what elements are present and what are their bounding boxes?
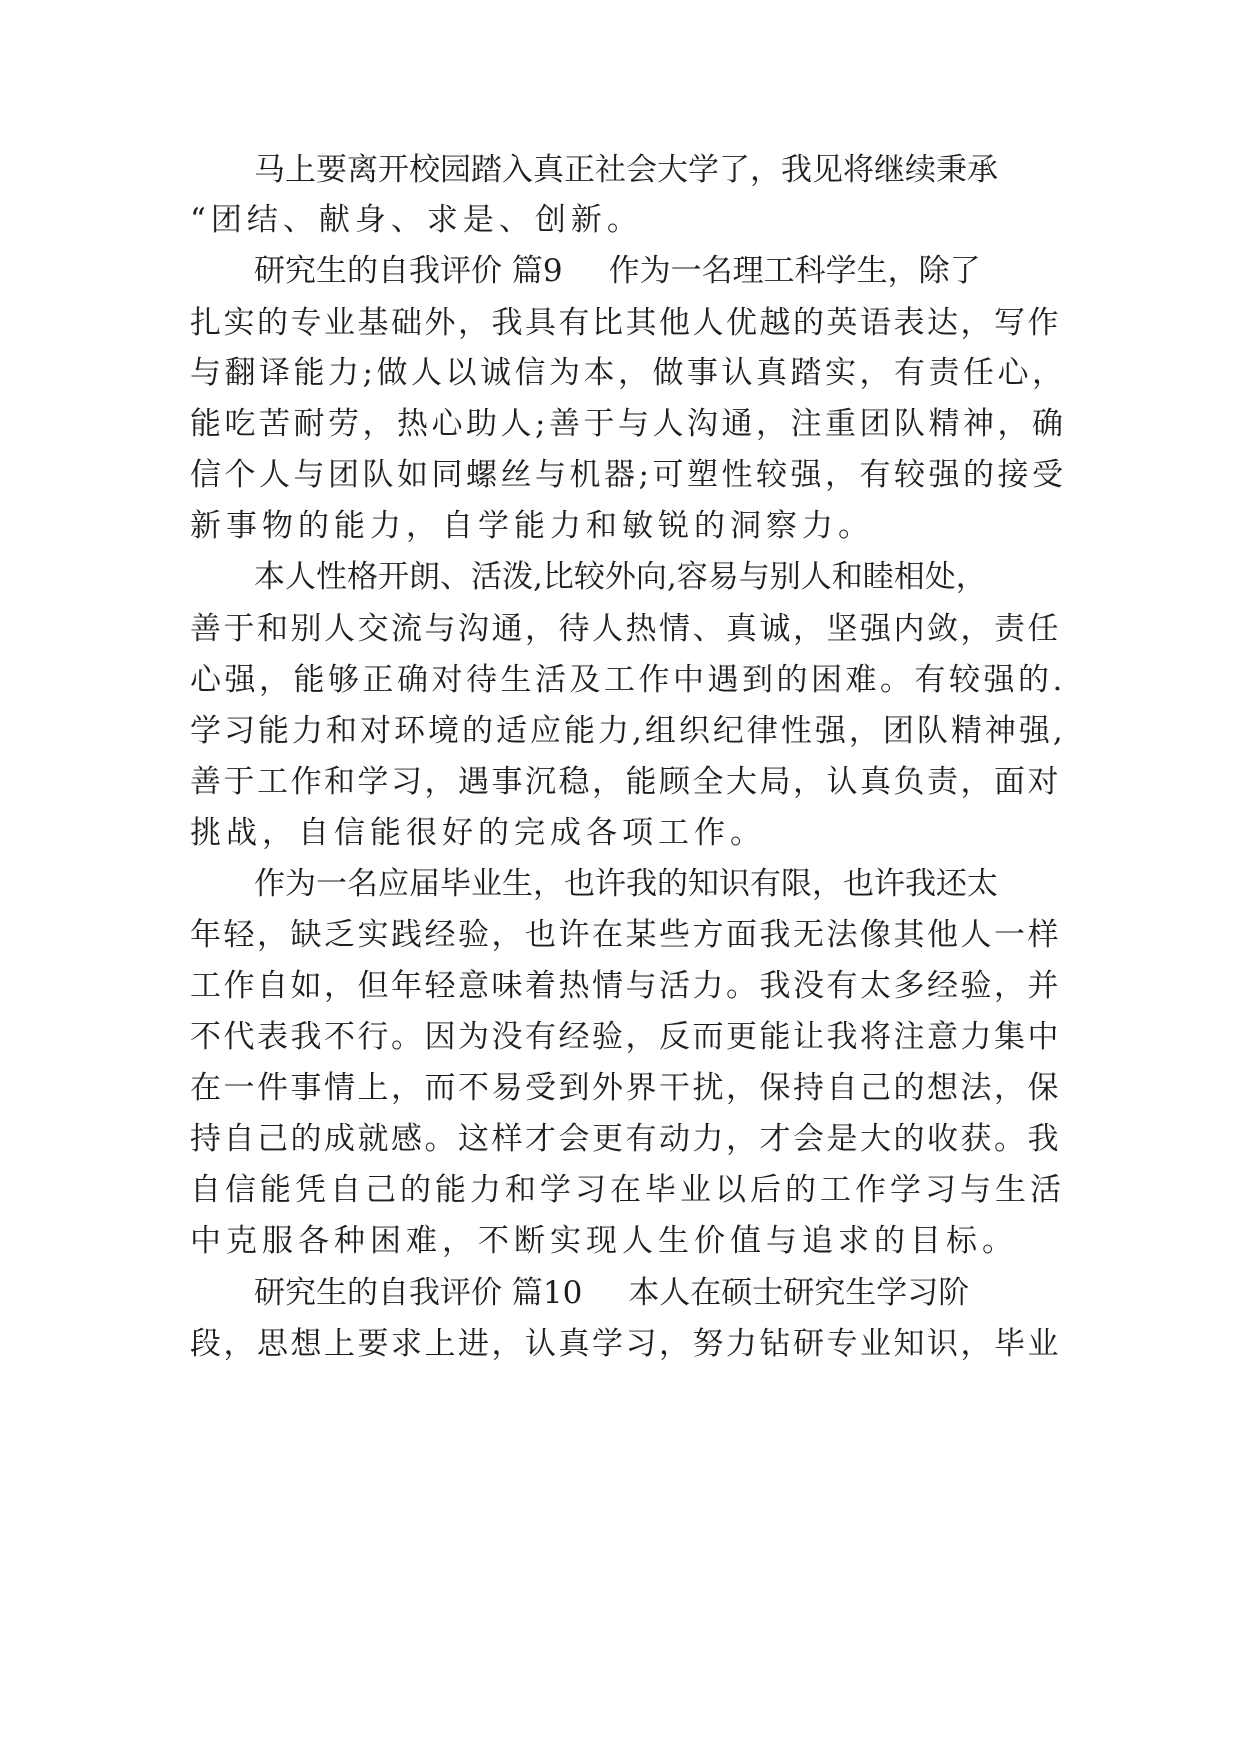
paragraph-line: 新事物的能力，自学能力和敏锐的洞察力。: [190, 508, 874, 544]
section-heading: 研究生的自我评价 篇10: [254, 1275, 583, 1311]
paragraph-line: 在一件事情上，而不易受到外界干扰，保持自己的想法，保: [190, 1070, 1061, 1106]
paragraph-line: 中克服各种困难，不断实现人生价值与追求的目标。: [190, 1223, 1018, 1259]
section-heading: 研究生的自我评价 篇9: [254, 253, 563, 289]
paragraph-line: 善于工作和学习，遇事沉稳，能顾全大局，认真负责，面对: [190, 764, 1061, 800]
paragraph-line: 善于和别人交流与沟通，待人热情、真诚，坚强内敛，责任: [190, 611, 1061, 647]
paragraph-text: 本人在硕士研究生学习阶: [628, 1275, 970, 1311]
paragraph-line: 年轻，缺乏实践经验，也许在某些方面我无法像其他人一样: [190, 917, 1061, 953]
paragraph-line: 能吃苦耐劳，热心助人;善于与人沟通，注重团队精神，确: [190, 406, 1067, 442]
paragraph-line: 挑战，自信能很好的完成各项工作。: [190, 815, 766, 851]
paragraph-line: 心强，能够正确对待生活及工作中遇到的困难。有较强的.: [190, 662, 1066, 698]
paragraph-text: 作为一名理工科学生，除了: [608, 253, 981, 289]
paragraph-line: 持自己的成就感。这样才会更有动力，才会是大的收获。我: [190, 1121, 1061, 1157]
section-heading-line: [254, 1273, 1134, 1313]
paragraph-line: 本人性格开朗、活泼,比较外向,容易与别人和睦相处，: [254, 559, 987, 595]
section-heading-line: [254, 251, 1134, 291]
paragraph-line: 不代表我不行。因为没有经验，反而更能让我将注意力集中: [190, 1019, 1061, 1055]
paragraph-line: 段，思想上要求上进，认真学习，努力钻研专业知识，毕业: [190, 1326, 1061, 1362]
paragraph-line: 工作自如，但年轻意味着热情与活力。我没有太多经验，并: [190, 968, 1061, 1004]
paragraph-line: “团结、献身、求是、创新。: [190, 202, 643, 238]
paragraph-line: 马上要离开校园踏入真正社会大学了，我见将继续秉承: [254, 152, 998, 188]
paragraph-line: 学习能力和对环境的适应能力,组织纪律性强，团队精神强,: [190, 713, 1066, 749]
paragraph-line: 信个人与团队如同螺丝与机器;可塑性较强，有较强的接受: [190, 457, 1067, 493]
paragraph-line: 扎实的专业基础外，我具有比其他人优越的英语表达，写作: [190, 305, 1061, 341]
paragraph-line: 自信能凭自己的能力和学习在毕业以后的工作学习与生活: [190, 1172, 1065, 1208]
paragraph-line: 与翻译能力;做人以诚信为本，做事认真踏实，有责任心，: [190, 355, 1067, 391]
paragraph-line: 作为一名应届毕业生，也许我的知识有限，也许我还太: [254, 866, 998, 902]
